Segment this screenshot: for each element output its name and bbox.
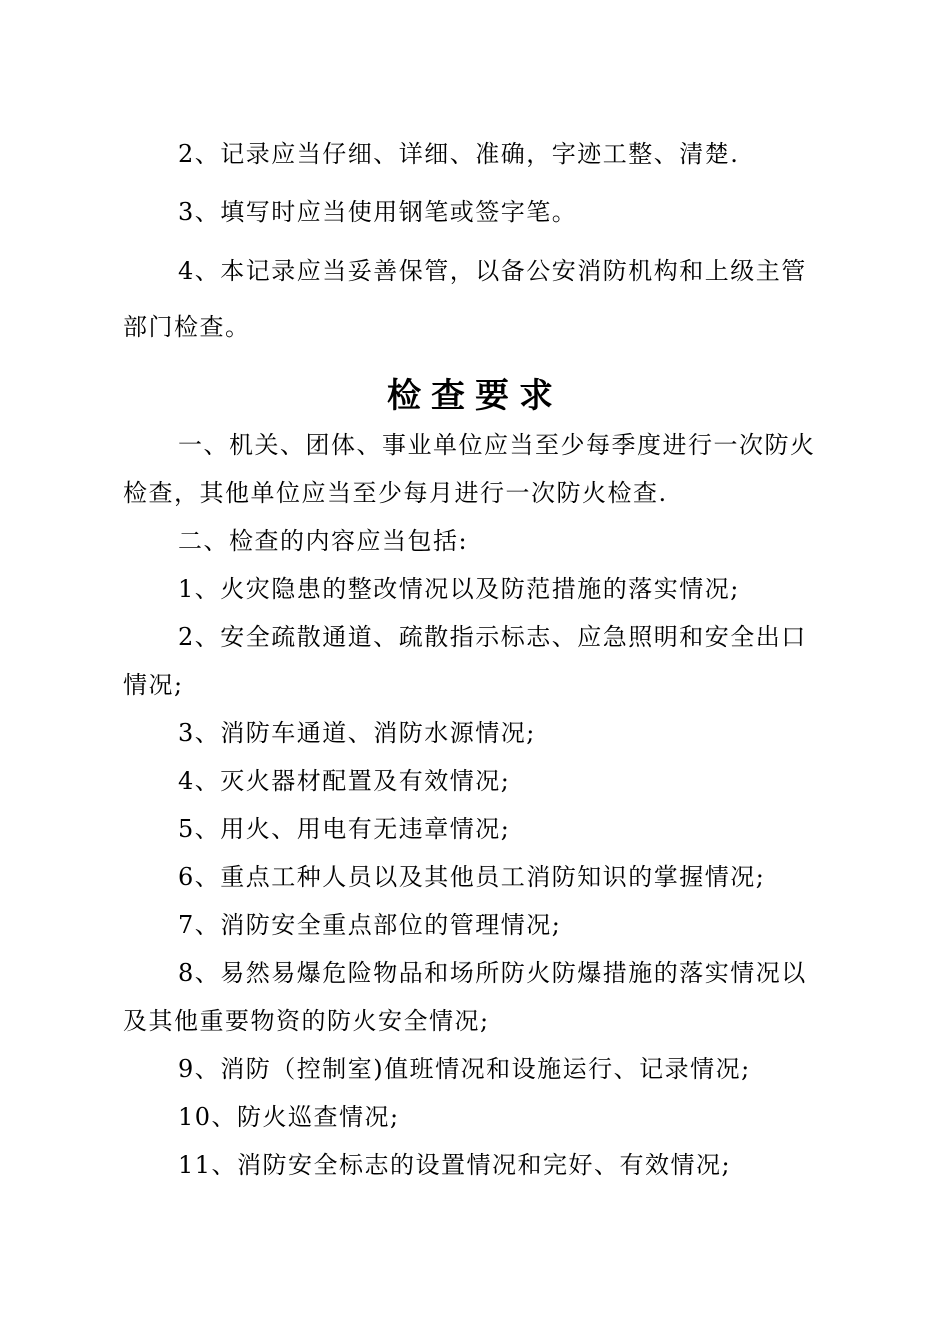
content-item-3: 3、消防车通道、消防水源情况; (178, 719, 536, 747)
content-item-1: 1、火灾隐患的整改情况以及防范措施的落实情况; (178, 575, 740, 603)
section-title: 检查要求 (387, 376, 563, 416)
content-item-4: 4、灭火器材配置及有效情况; (178, 767, 511, 795)
paragraph-1-line-1: 一、机关、团体、事业单位应当至少每季度进行一次防火 (178, 431, 816, 459)
content-item-2-line-1: 2、安全疏散通道、疏散指示标志、应急照明和安全出口 (178, 623, 807, 651)
content-item-6: 6、重点工种人员以及其他员工消防知识的掌握情况; (178, 863, 766, 891)
paragraph-2: 二、检查的内容应当包括: (178, 527, 469, 555)
content-item-8-line-1: 8、易然易爆危险物品和场所防火防爆措施的落实情况以 (178, 959, 807, 987)
intro-item-2: 2、记录应当仔细、详细、准确，字迹工整、清楚. (178, 140, 740, 168)
intro-item-4-line-2: 部门检查。 (123, 313, 251, 341)
content-item-7: 7、消防安全重点部位的管理情况; (178, 911, 562, 939)
content-item-10: 10、防火巡查情况; (178, 1103, 400, 1131)
content-item-5: 5、用火、用电有无违章情况; (178, 815, 511, 843)
content-item-8-line-2: 及其他重要物资的防火安全情况; (123, 1007, 490, 1035)
content-item-11: 11、消防安全标志的设置情况和完好、有效情况; (178, 1151, 732, 1179)
content-item-2-line-2: 情况; (123, 671, 184, 699)
paragraph-1-line-2: 检查，其他单位应当至少每月进行一次防火检查. (123, 479, 668, 507)
intro-item-3: 3、填写时应当使用钢笔或签字笔。 (178, 198, 578, 226)
content-item-9: 9、消防（控制室)值班情况和设施运行、记录情况; (178, 1055, 751, 1083)
intro-item-4-line-1: 4、本记录应当妥善保管，以备公安消防机构和上级主管 (178, 257, 807, 285)
